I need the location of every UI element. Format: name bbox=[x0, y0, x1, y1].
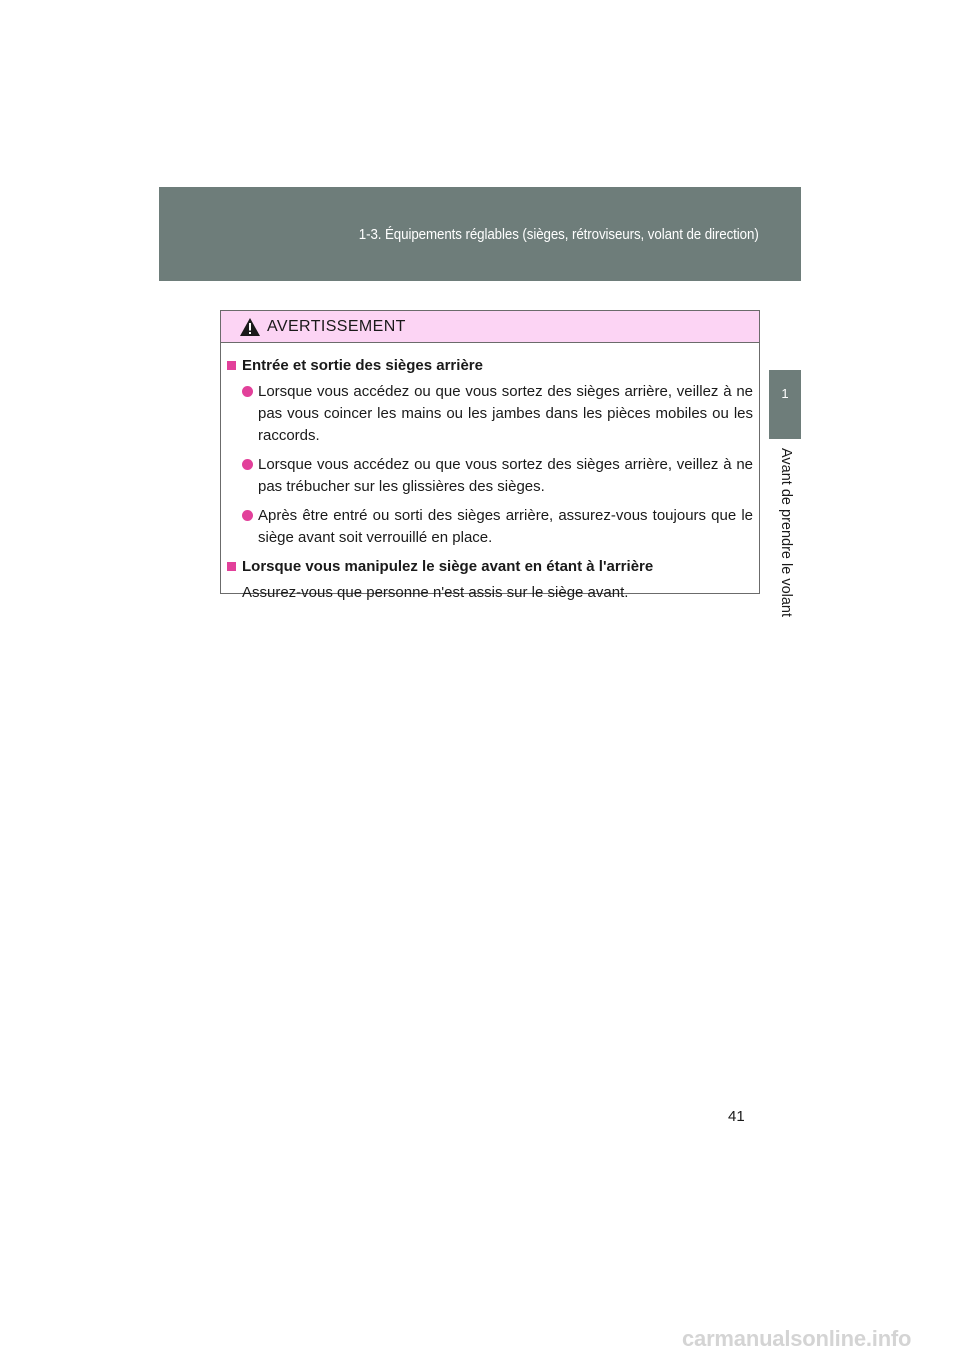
warning-box bbox=[220, 310, 760, 601]
warning-body bbox=[221, 343, 759, 604]
chapter-number: 1 bbox=[781, 386, 789, 401]
section-heading bbox=[225, 355, 753, 377]
list-item bbox=[242, 454, 753, 498]
bullet-dot-icon bbox=[242, 510, 253, 521]
section-title: 1-3. Équipements réglables (sièges, rétroviseurs, volant de direction) bbox=[359, 227, 759, 243]
list-item bbox=[242, 505, 753, 549]
chapter-label: Avant de prendre le volant bbox=[778, 448, 794, 618]
square-bullet-icon bbox=[227, 361, 236, 370]
warning-title: AVERTISSEMENT bbox=[267, 317, 406, 335]
header-band bbox=[159, 187, 801, 281]
list-item-text: Après être entré ou sorti des sièges arrière, assurez-vous toujours que le siège avant soit verrouillé en place. bbox=[258, 507, 753, 546]
warning-triangle-icon bbox=[239, 317, 261, 337]
bullet-dot-icon bbox=[242, 459, 253, 470]
list-item-text: Lorsque vous accédez ou que vous sortez des sièges arrière, veillez à ne pas trébucher sur les glissières des sièges. bbox=[258, 456, 753, 495]
watermark: carmanualsonline.info bbox=[682, 1326, 912, 1351]
square-bullet-icon bbox=[227, 562, 236, 571]
section-text: Assurez-vous que personne n'est assis sur le siège avant. bbox=[242, 584, 629, 601]
list-item-text: Lorsque vous accédez ou que vous sortez des sièges arrière, veillez à ne pas vous coincer les mains ou les jambes dans les pièces mobiles ou les raccords. bbox=[258, 383, 753, 444]
bullet-dot-icon bbox=[242, 386, 253, 397]
section-heading-text: Lorsque vous manipulez le siège avant en étant à l'arrière bbox=[242, 558, 654, 575]
section-heading-text: Entrée et sortie des sièges arrière bbox=[242, 357, 483, 374]
section-heading bbox=[225, 556, 753, 578]
warning-header bbox=[221, 311, 759, 343]
chapter-tab bbox=[769, 370, 801, 439]
page-number: 41 bbox=[728, 1108, 745, 1125]
list-item bbox=[242, 381, 753, 447]
